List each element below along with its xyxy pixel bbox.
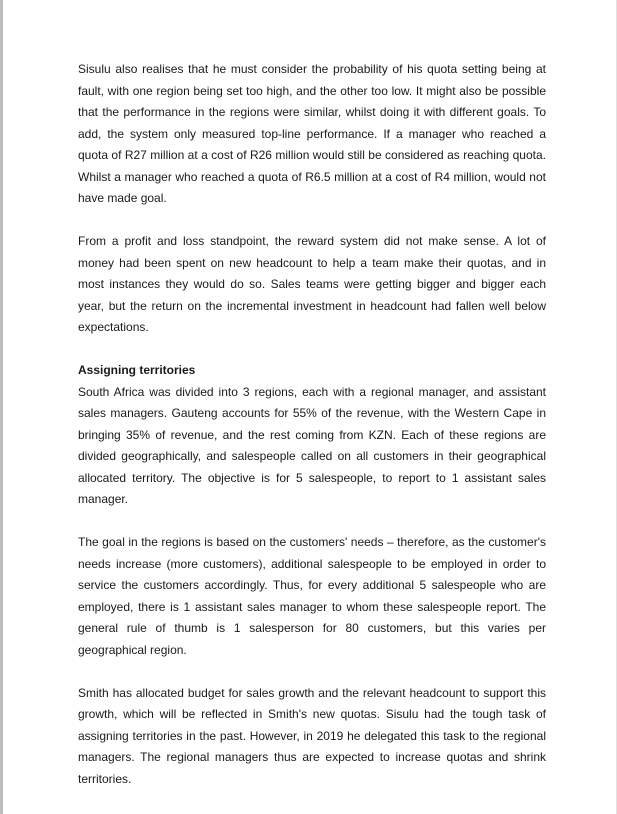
paragraph-regions: South Africa was divided into 3 regions, each with a regional manager, and assistant sales managers. Gauteng accounts for 55% of the revenue, with the Western Cape in bringing 35% of revenue, and the rest coming from KZN. Each of these regions are divided geographically, and salespeople called on all customers in their geographical allocated territory. The objective is for 5 salespeople, to report to 1 assistant sales manager.: [78, 384, 546, 506]
page-left-border: [0, 0, 3, 814]
paragraph-customer-needs: The goal in the regions is based on the customers' needs – therefore, as the customer's needs increase (more customers), additional salespeople to be employed in order to service the customers accordingly. Thus, for every additional 5 salespeople who are employed, there is 1 assistant sales manager to whom these salespeople report. The general rule of thumb is 1 salesperson for 80 customers, but this varies per geographical region.: [78, 535, 546, 657]
document-body: [78, 59, 546, 812]
paragraph-profit-loss: From a profit and loss standpoint, the reward system did not make sense. A lot of money had been spent on new headcount to help a team make their quotas, and in most instances they would do so. Sales teams were getting bigger and bigger each year, but the return on the incremental investment in headcount had fallen well below expectations.: [78, 234, 546, 334]
paragraph-quota-setting: Sisulu also realises that he must consider the probability of his quota setting being at fault, with one region being set too high, and the other too low. It might also be possible that the performance in the regions were similar, whilst doing it with different goals. To add, the system only measured top-line performance. If a manager who reached a quota of R27 million at a cost of R26 million would still be considered as reaching quota. Whilst a manager who reached a quota of R6.5 million at a cost of R4 million, would not have made goal.: [78, 62, 546, 205]
paragraph-budget-allocation: Smith has allocated budget for sales growth and the relevant headcount to support this growth, which will be reflected in Smith's new quotas. Sisulu had the tough task of assigning territories in the past. However, in 2019 he delegated this task to the regional managers. The regional managers thus are expected to increase quotas and shrink territories.: [78, 685, 546, 786]
section-heading-assigning-territories: Assigning territories: [78, 363, 196, 377]
